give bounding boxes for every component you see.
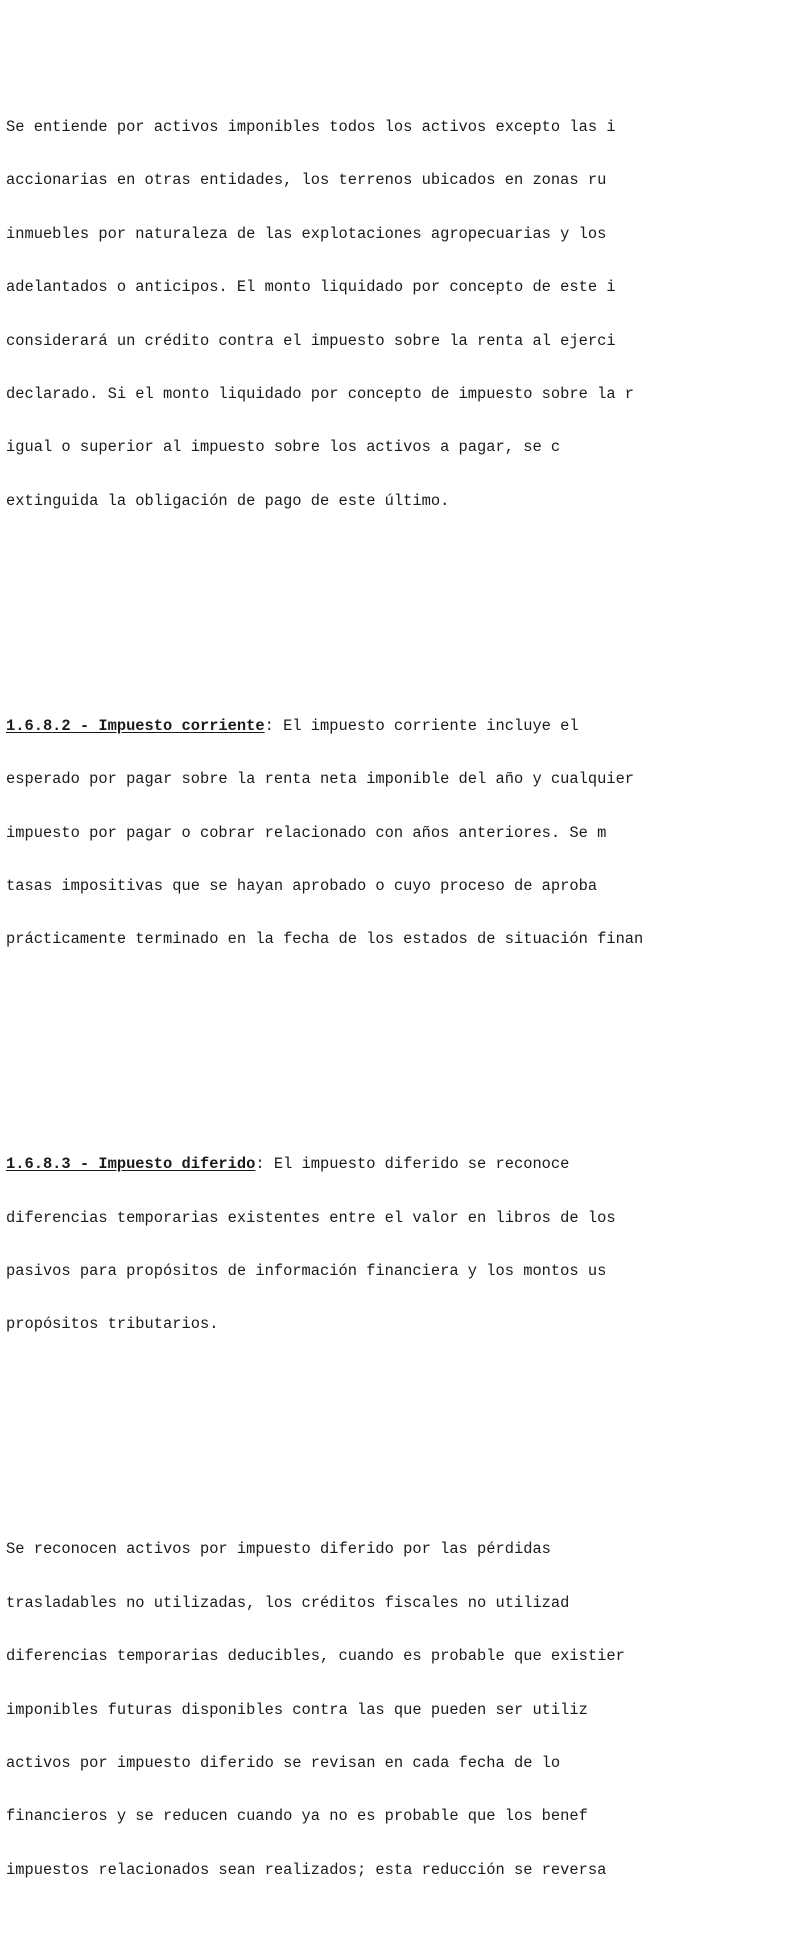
paragraph-deferred-tax-assets	[6, 1505, 796, 1915]
text-line: pasivos para propósitos de información financiera y los montos us	[6, 1262, 607, 1281]
section-current-tax	[6, 682, 796, 985]
text-line: adelantados o anticipos. El monto liquidado por concepto de este i	[6, 278, 616, 297]
text-line: considerará un crédito contra el impuesto sobre la renta al ejerci	[6, 331, 616, 350]
section-heading-rest: : El impuesto diferido se reconoce	[255, 1155, 570, 1174]
section-heading: 1.6.8.2 - Impuesto corriente	[6, 716, 265, 735]
text-line: Se entiende por activos imponibles todos los activos excepto las i	[6, 118, 616, 136]
paragraph-taxable-assets	[6, 83, 796, 546]
document-page	[6, 0, 796, 1951]
text-line: prácticamente terminado en la fecha de los estados de situación finan	[6, 930, 644, 949]
text-line: financieros y se reducen cuando ya no es probable que los benef	[6, 1807, 588, 1826]
text-line: impuestos relacionados sean realizados; esta reducción se reversa	[6, 1860, 607, 1879]
section-heading-rest: : El impuesto corriente incluye el	[264, 716, 579, 735]
section-deferred-tax	[6, 1120, 796, 1370]
text-line: diferencias temporarias deducibles, cuando es probable que existier	[6, 1647, 625, 1666]
section-first-line	[6, 718, 796, 735]
text-line: declarado. Si el monto liquidado por concepto de impuesto sobre la r	[6, 384, 635, 403]
text-line: imponibles futuras disponibles contra las que pueden ser utiliz	[6, 1700, 588, 1719]
text-line: trasladables no utilizadas, los créditos fiscales no utilizad	[6, 1593, 570, 1612]
text-line: extinguida la obligación de pago de este último.	[6, 491, 450, 510]
text-line: esperado por pagar sobre la renta neta imponible del año y cualquier	[6, 770, 635, 789]
text-line: impuesto por pagar o cobrar relacionado con años anteriores. Se m	[6, 823, 607, 842]
section-first-line	[6, 1156, 796, 1173]
text-line: igual o superior al impuesto sobre los activos a pagar, se c	[6, 438, 561, 457]
text-line: activos por impuesto diferido se revisan en cada fecha de lo	[6, 1753, 561, 1772]
text-line: propósitos tributarios.	[6, 1315, 219, 1334]
text-line: diferencias temporarias existentes entre el valor en libros de los	[6, 1208, 616, 1227]
text-line: tasas impositivas que se hayan aprobado o cuyo proceso de aproba	[6, 876, 598, 895]
section-heading: 1.6.8.3 - Impuesto diferido	[6, 1155, 256, 1174]
text-line: accionarias en otras entidades, los terrenos ubicados en zonas ru	[6, 171, 607, 190]
paragraph-spacer	[6, 1424, 796, 1434]
text-line: inmuebles por naturaleza de las explotaciones agropecuarias y los	[6, 224, 607, 243]
paragraph-spacer	[6, 600, 796, 610]
text-line: Se reconocen activos por impuesto diferido por las pérdidas	[6, 1540, 551, 1559]
paragraph-spacer	[6, 1039, 796, 1049]
